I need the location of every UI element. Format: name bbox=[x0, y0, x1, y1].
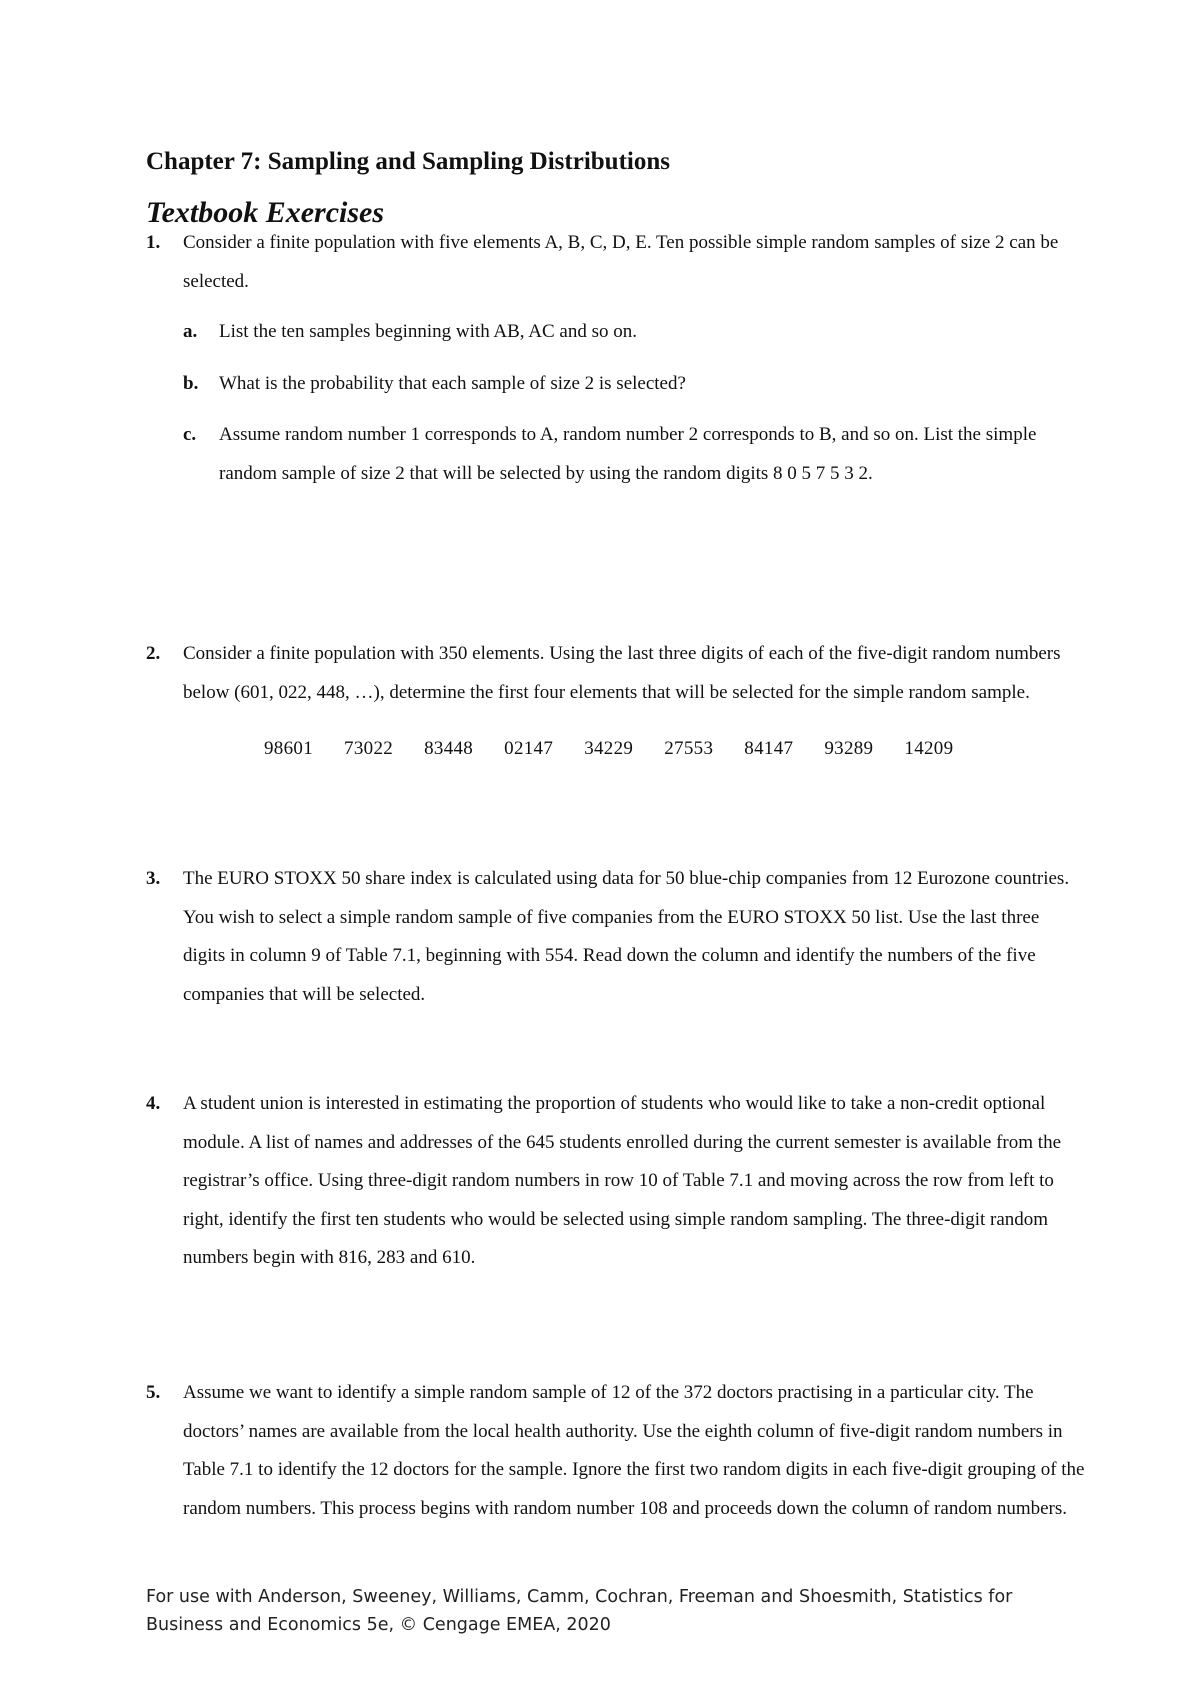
exercise-1-part-a bbox=[183, 313, 1086, 352]
exercise-text: The EURO STOXX 50 share index is calculated using data for 50 blue-chip companies from 12 Eurozone countries. You wish to select a simple random sample of five companies from the EURO STOXX 50 list. Use the last three digits in column 9 of Table 7.1, beginning with 554. Read down the column and identify the numbers of the five companies that will be selected. bbox=[183, 868, 1070, 1005]
part-text: List the ten samples beginning with AB, AC and so on. bbox=[219, 321, 637, 342]
chapter-title: Chapter 7: Sampling and Sampling Distributions bbox=[146, 148, 670, 175]
exercise-number: 1. bbox=[146, 232, 161, 253]
page-footer: For use with Anderson, Sweeney, Williams, Camm, Cochran, Freeman and Shoesmith, Statistics for Business and Economics 5e, © Cengage EMEA, 2020 bbox=[146, 1587, 1013, 1635]
exercise-text: A student union is interested in estimating the proportion of students who would like to take a non-credit optional module. A list of names and addresses of the 645 students enrolled during the current semester is available from the registrar’s office. Using three-digit random numbers in row 10 of Table 7.1 and moving across the row from left to right, identify the first ten students who would be selected using simple random sampling. The three-digit random numbers begin with 816, 283 and 610. bbox=[183, 1093, 1061, 1268]
exercise-text: Consider a finite population with five elements A, B, C, D, E. Ten possible simple random samples of size 2 can be selected. bbox=[183, 232, 1059, 292]
random-digits-row: 98601 73022 83448 02147 34229 27553 84147 93289 14209 bbox=[264, 738, 954, 759]
exercise-1-part-b bbox=[183, 365, 1086, 404]
exercise-number: 3. bbox=[146, 868, 161, 889]
exercise-2 bbox=[146, 635, 1086, 769]
exercise-4 bbox=[146, 1085, 1086, 1278]
part-text: What is the probability that each sample of size 2 is selected? bbox=[219, 372, 686, 394]
part-label: a. bbox=[183, 321, 198, 342]
exercise-number: 5. bbox=[146, 1382, 161, 1403]
exercise-5 bbox=[146, 1374, 1086, 1528]
exercise-3 bbox=[146, 860, 1086, 1014]
exercise-1-part-c bbox=[183, 416, 1086, 493]
part-label: b. bbox=[183, 372, 199, 394]
section-title: Textbook Exercises bbox=[146, 196, 385, 229]
exercise-number: 2. bbox=[146, 643, 161, 664]
exercise-text: Assume we want to identify a simple random sample of 12 of the 372 doctors practising in a particular city. The doctors’ names are available from the local health authority. Use the eighth column of five-digit random numbers in Table 7.1 to identify the 12 doctors for the sample. Ignore the first two random digits in each five-digit grouping of the random numbers. This process begins with random number 108 and proceeds down the column of random numbers. bbox=[183, 1382, 1085, 1519]
exercise-1 bbox=[146, 224, 1086, 493]
part-text: Assume random number 1 corresponds to A, random number 2 corresponds to B, and so on. List the simple random sample of size 2 that will be selected by using the random digits 8 0 5 7 5 3 2. bbox=[219, 424, 1037, 484]
exercise-text: Consider a finite population with 350 elements. Using the last three digits of each of the five-digit random numbers below (601, 022, 448, …), determine the first four elements that will be selected for the simple random sample. bbox=[183, 643, 1061, 703]
exercise-number: 4. bbox=[146, 1093, 161, 1114]
part-label: c. bbox=[183, 424, 197, 445]
